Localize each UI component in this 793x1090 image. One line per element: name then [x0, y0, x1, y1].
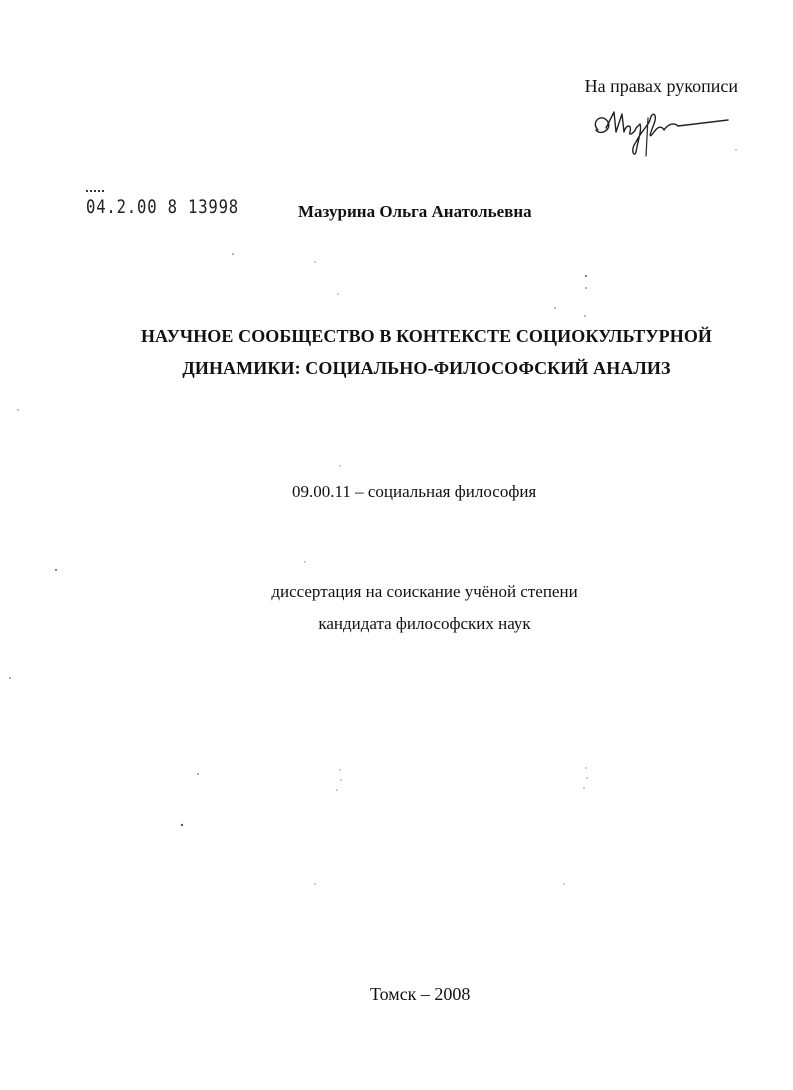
degree-line-2: кандидата философских наук [318, 614, 531, 633]
degree-line-1: диссертация на соискание учёной степени [271, 582, 578, 601]
title-line-1: НАУЧНОЕ СООБЩЕСТВО В КОНТЕКСТЕ СОЦИОКУЛЬТУРНОЙ [140, 326, 713, 346]
dissertation-title [0, 320, 793, 384]
rights-label: На правах рукописи [584, 76, 738, 96]
specialty-code: 09.00.11 – социальная философия [292, 482, 537, 501]
stamp-mark [86, 190, 104, 194]
title-line-2: ДИНАМИКИ: СОЦИАЛЬНО-ФИЛОСОФСКИЙ АНАЛИЗ [182, 358, 671, 378]
registration-stamp: 04.2.00 8 13998 [86, 196, 240, 218]
city-year: Томск – 2008 [370, 984, 471, 1004]
author-name: Мазурина Ольга Анатольевна [298, 202, 532, 221]
degree-statement [0, 576, 793, 640]
handwritten-signature [588, 100, 738, 160]
